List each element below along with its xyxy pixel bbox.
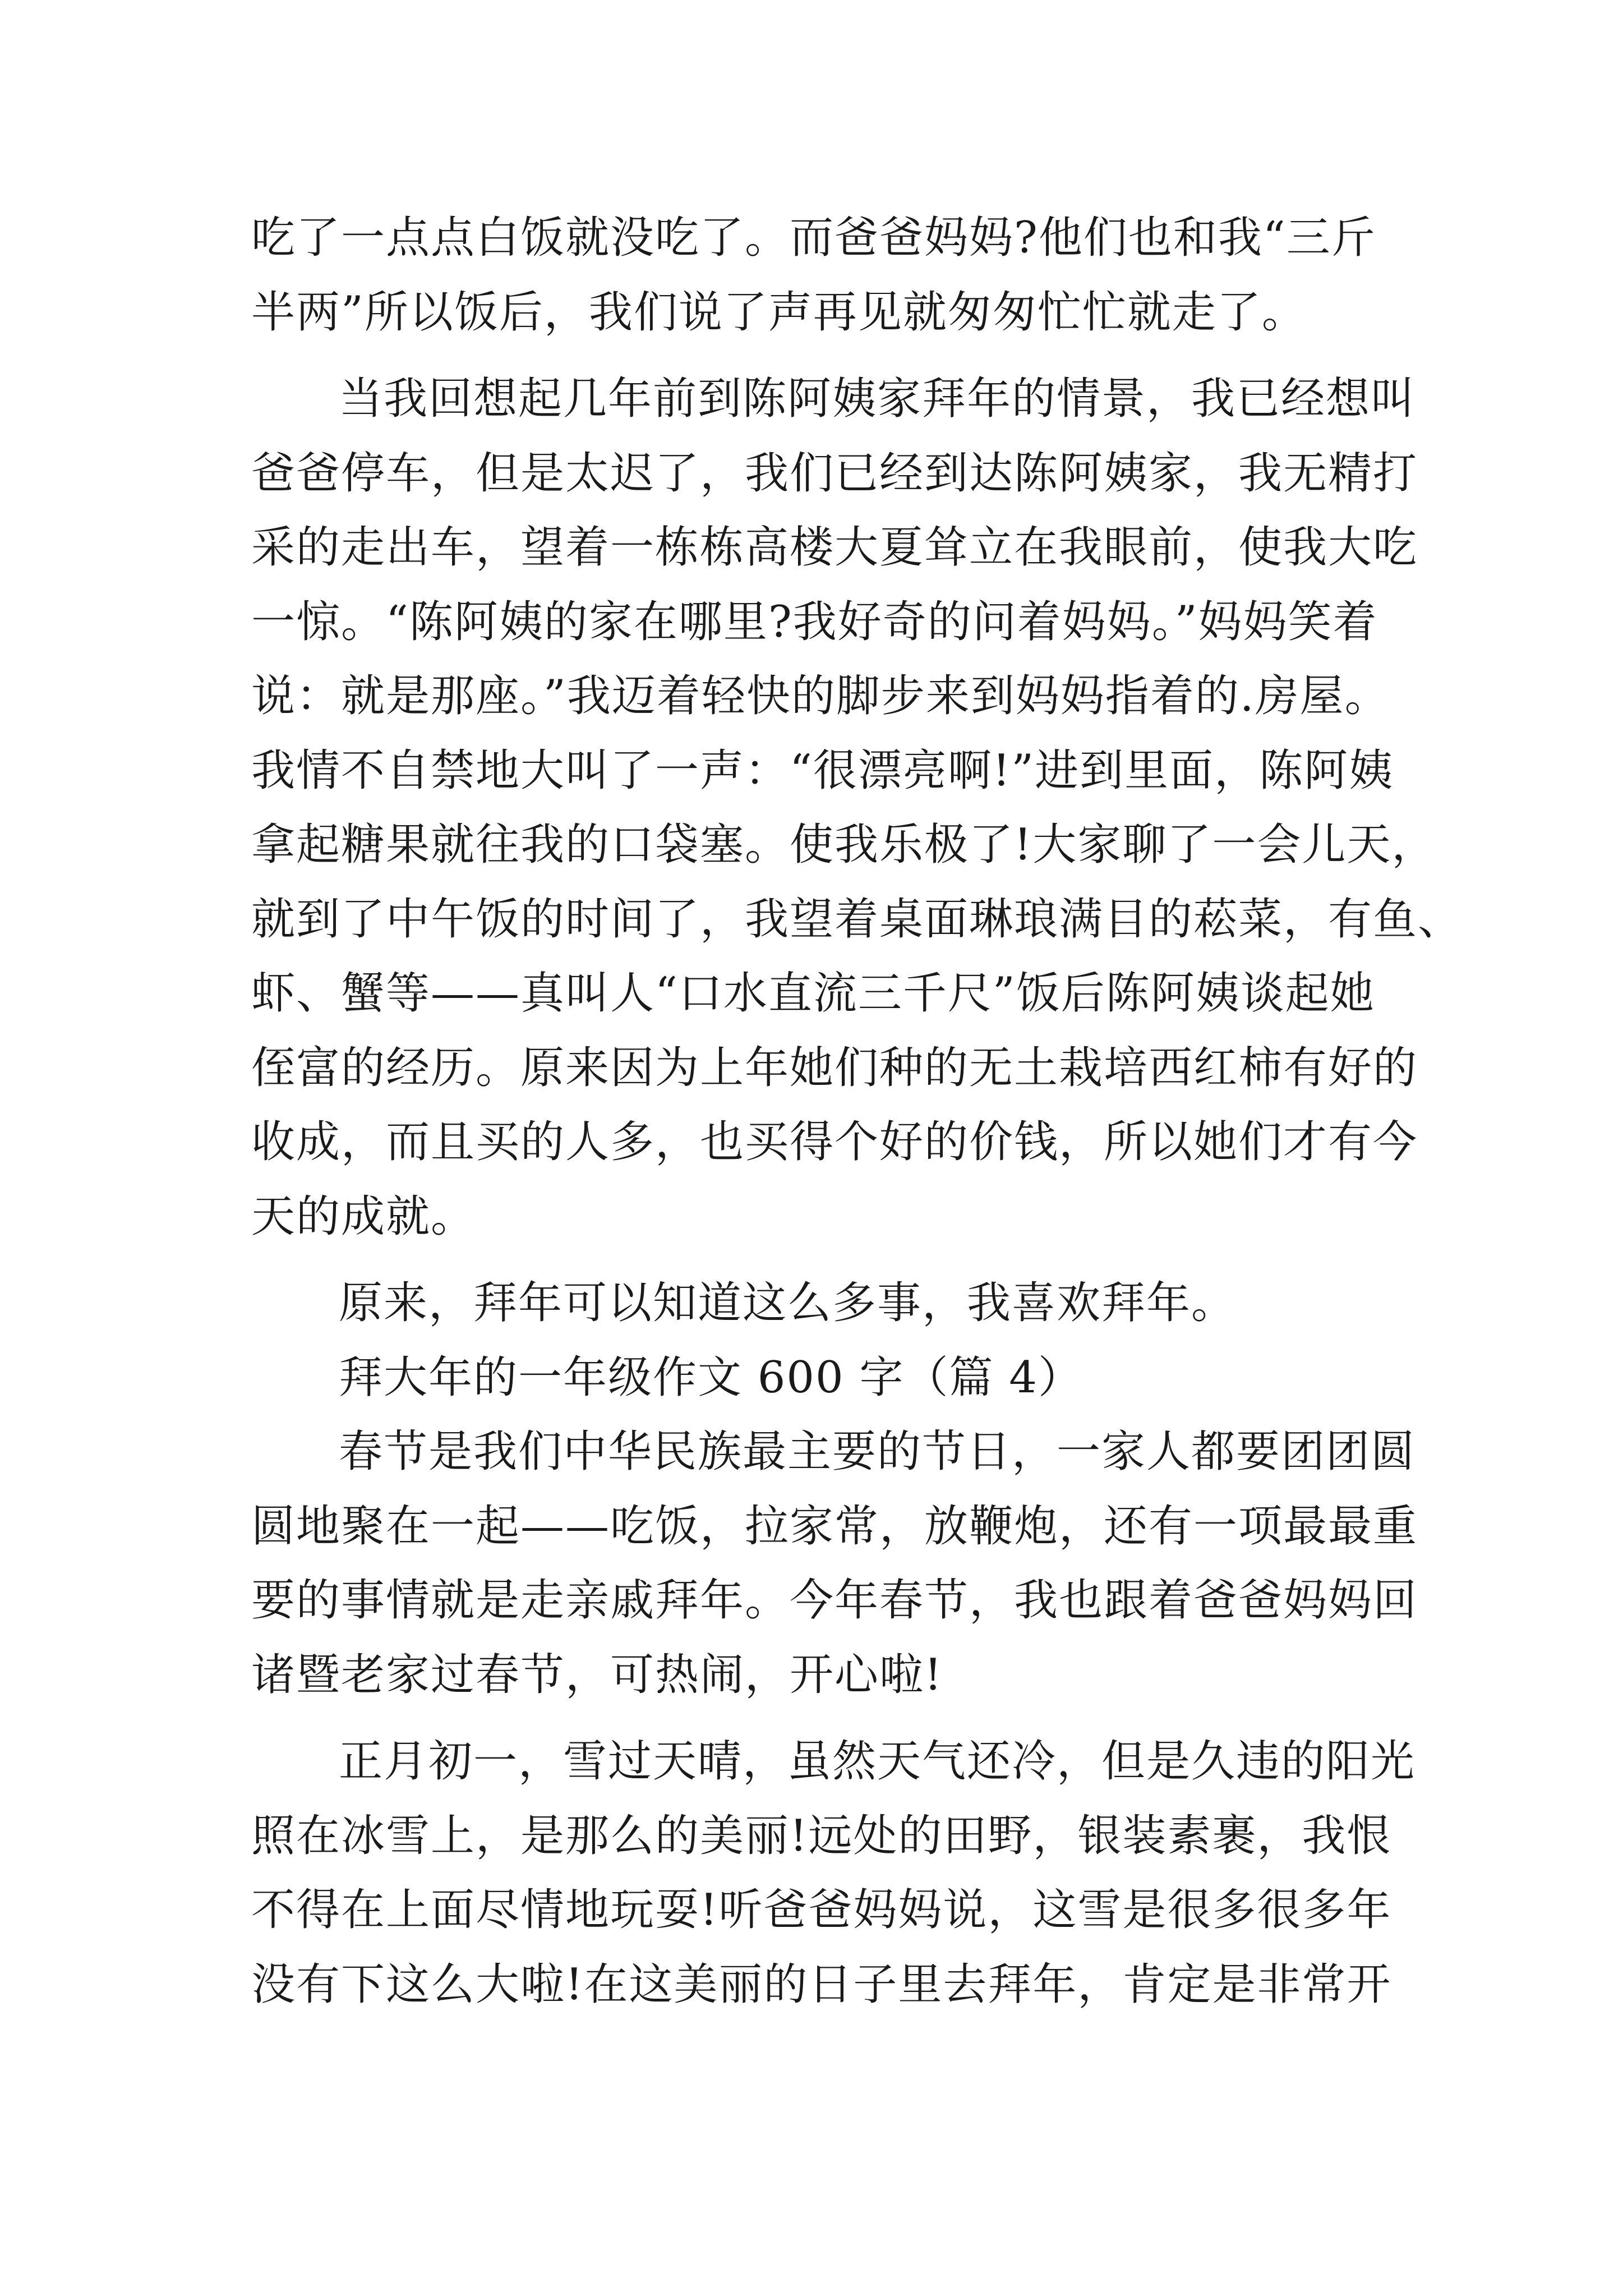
text-line: 收成，而且买的人多，也买得个好的价钱，所以她们才有今 [251, 1117, 1418, 1167]
text-line: 拿起糖果就往我的口袋塞。使我乐极了!大家聊了一会儿天， [251, 820, 1437, 870]
text-line: 我情不自禁地大叫了一声：“很漂亮啊!”进到里面，陈阿姨 [251, 745, 1394, 796]
text-line: 爸爸停车，但是太迟了，我们已经到达陈阿姨家，我无精打 [251, 448, 1418, 499]
text-line: 虾、蟹等——真叫人“口水直流三千尺”饭后陈阿姨谈起她 [251, 968, 1375, 1019]
text-line: 采的走出车，望着一栋栋高楼大夏耸立在我眼前，使我大吃 [251, 522, 1418, 573]
text-line: 没有下这么大啦!在这美丽的日子里去拜年，肯定是非常开 [251, 1959, 1392, 2010]
text-line: 要的事情就是走亲戚拜年。今年春节，我也跟着爸爸妈妈回 [251, 1575, 1418, 1626]
text-line: 正月初一，雪过天晴，虽然天气还冷，但是久违的阳光 [339, 1736, 1416, 1787]
text-line: 照在冰雪上，是那么的美丽!远处的田野，银装素裹，我恨 [251, 1810, 1392, 1861]
text-line: 春节是我们中华民族最主要的节日，一家人都要团团圆 [339, 1427, 1416, 1477]
text-line: 吃了一点点白饭就没吃了。而爸爸妈妈?他们也和我“三斤 [251, 213, 1376, 263]
document-body [251, 201, 1463, 2022]
text-line: 不得在上面尽情地玩耍!听爸爸妈妈说，这雪是很多很多年 [251, 1885, 1392, 1935]
text-line: 原来，拜年可以知道这么多事，我喜欢拜年。 [339, 1278, 1237, 1328]
text-line: 天的成就。 [251, 1191, 476, 1242]
text-line: 一惊。“陈阿姨的家在哪里?我好奇的问着妈妈。”妈妈笑着 [251, 596, 1378, 647]
text-line: 侄富的经历。原来因为上年她们种的无土栽培西红柿有好的 [251, 1042, 1418, 1093]
text-line: 诸暨老家过春节，可热闹，开心啦! [251, 1649, 943, 1700]
text-line: 当我回想起几年前到陈阿姨家拜年的情景，我已经想叫 [339, 374, 1416, 424]
text-line: 就到了中午饭的时间了，我望着桌面琳琅满目的菘菜，有鱼、 [251, 894, 1463, 945]
text-line: 说：就是那座。”我迈着轻快的脚步来到妈妈指着的.房屋。 [251, 671, 1390, 721]
text-line: 半两”所以饭后，我们说了声再见就匆匆忙忙就走了。 [251, 287, 1307, 338]
text-line: 拜大年的一年级作文 600 字（篇 4） [339, 1352, 1083, 1403]
text-line: 圆地聚在一起——吃饭，拉家常，放鞭炮，还有一项最最重 [251, 1501, 1418, 1552]
